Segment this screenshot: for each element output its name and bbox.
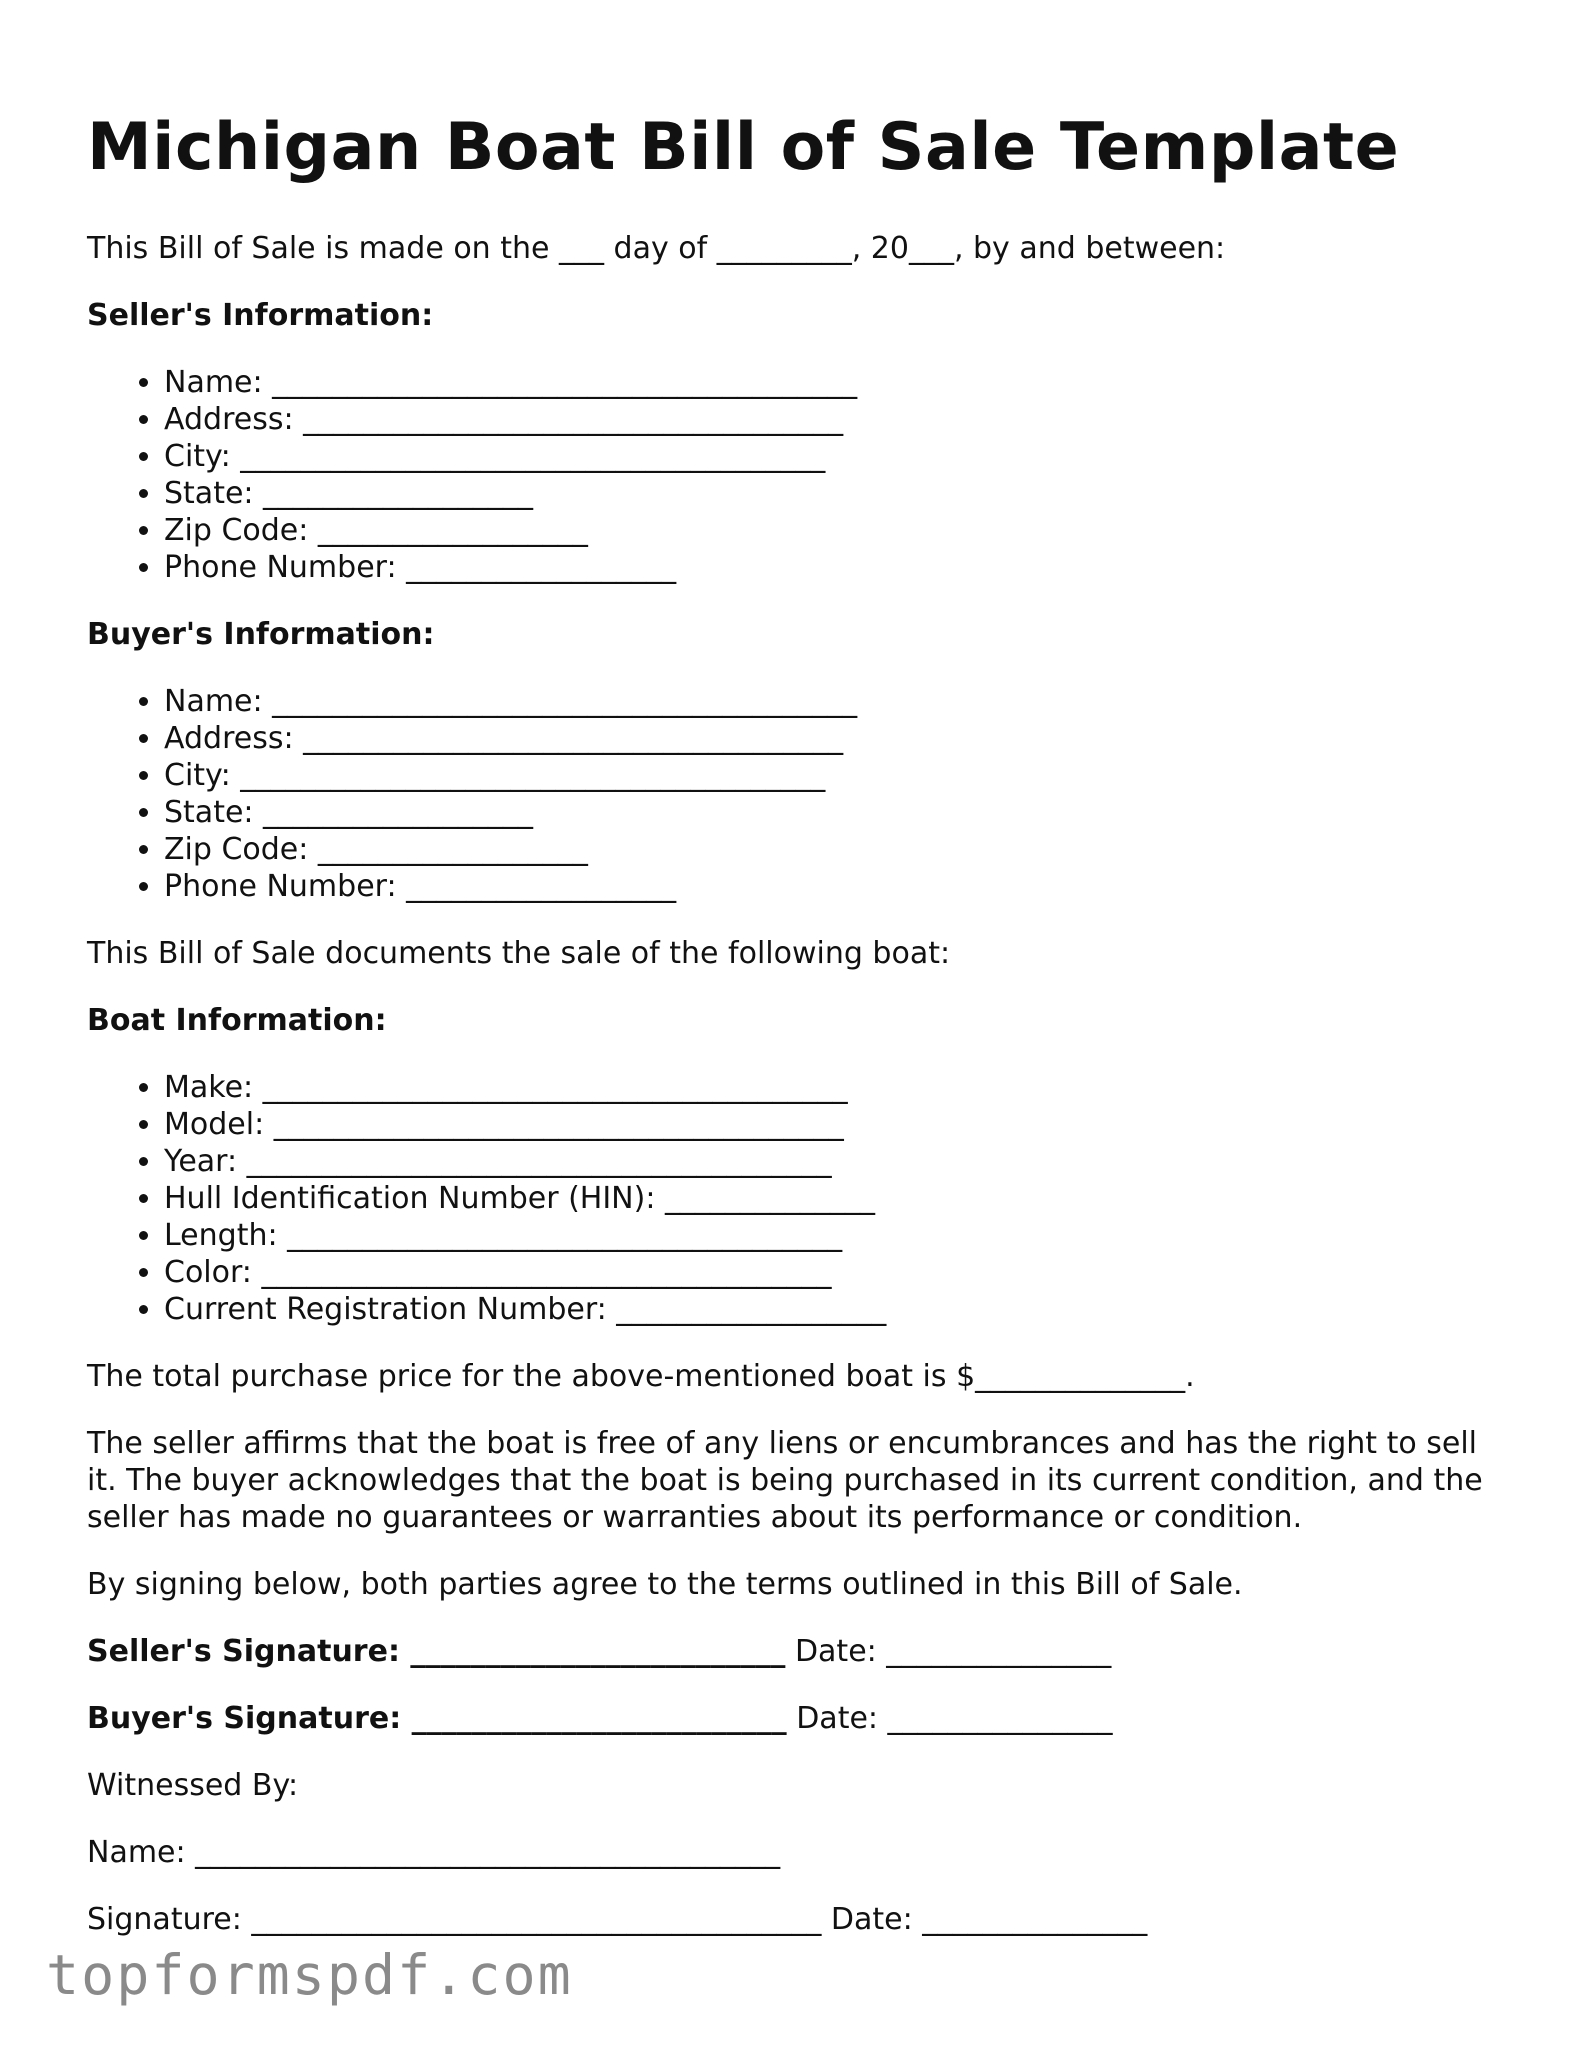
buyer-signature-label: Buyer's Signature: (87, 1701, 402, 1736)
buyer-name-field: • Name: _______________________________________ (164, 683, 1507, 720)
seller-name-field: • Name: _______________________________________ (164, 364, 1507, 401)
intro-text: This Bill of Sale is made on the ___ day of _________, 20___, by and between: (87, 231, 1226, 266)
seller-state-field: • State: __________________ (164, 475, 1507, 512)
boat-make-field: • Make: _______________________________________ (164, 1069, 1507, 1106)
buyer-state-field: • State: __________________ (164, 794, 1507, 831)
boat-color-field: • Color: ______________________________________ (164, 1254, 1507, 1291)
witness-heading: Witnessed By: (87, 1768, 299, 1803)
boat-info-heading: Boat Information: (87, 1003, 387, 1038)
seller-info-heading: Seller's Information: (87, 298, 434, 333)
seller-signature-date: Date: _______________ (785, 1634, 1112, 1669)
boat-length-field: • Length: _____________________________________ (164, 1217, 1507, 1254)
boat-hin-field: • Hull Identification Number (HIN): ______________ (164, 1180, 1507, 1217)
seller-info-list (87, 364, 1507, 586)
seller-address-field: • Address: ____________________________________ (164, 401, 1507, 438)
document-page (87, 108, 1507, 1968)
buyer-signature-blank: _________________________ (401, 1701, 787, 1736)
seller-phone-field: • Phone Number: __________________ (164, 549, 1507, 586)
agreement-text: By signing below, both parties agree to the terms outlined in this Bill of Sale. (87, 1567, 1243, 1602)
buyer-info-heading: Buyer's Information: (87, 617, 435, 652)
seller-signature-blank: _________________________ (399, 1634, 786, 1669)
boat-info-list (87, 1069, 1507, 1328)
purchase-price-text: The total purchase price for the above-mentioned boat is $______________. (87, 1359, 1195, 1394)
seller-city-field: • City: _______________________________________ (164, 438, 1507, 475)
seller-signature-line (87, 1633, 1507, 1670)
buyer-city-field: • City: _______________________________________ (164, 757, 1507, 794)
boat-intro-text: This Bill of Sale documents the sale of the following boat: (87, 936, 951, 971)
buyer-phone-field: • Phone Number: __________________ (164, 868, 1507, 905)
witness-signature-line: Signature: ______________________________________ Date: _______________ (87, 1902, 1148, 1937)
buyer-zip-field: • Zip Code: __________________ (164, 831, 1507, 868)
seller-zip-field: • Zip Code: __________________ (164, 512, 1507, 549)
boat-registration-field: • Current Registration Number: __________________ (164, 1291, 1507, 1328)
document-title: Michigan Boat Bill of Sale Template (87, 110, 1400, 185)
buyer-signature-line (87, 1700, 1507, 1737)
witness-name-line: Name: _______________________________________ (87, 1835, 781, 1870)
buyer-signature-date: Date: _______________ (786, 1701, 1113, 1736)
seller-signature-label: Seller's Signature: (87, 1634, 400, 1669)
boat-model-field: • Model: ______________________________________ (164, 1106, 1507, 1143)
buyer-info-list (87, 683, 1507, 905)
affirmation-paragraph: The seller affirms that the boat is free of any liens or encumbrances and has the right to sell it. The buyer acknowledges that the boat is being purchased in its current condition, and the seller has made no guarantees or warranties about its performance or condition. (87, 1426, 1483, 1535)
watermark: topformspdf.com (46, 1943, 573, 2007)
buyer-address-field: • Address: ____________________________________ (164, 720, 1507, 757)
boat-year-field: • Year: _______________________________________ (164, 1143, 1507, 1180)
